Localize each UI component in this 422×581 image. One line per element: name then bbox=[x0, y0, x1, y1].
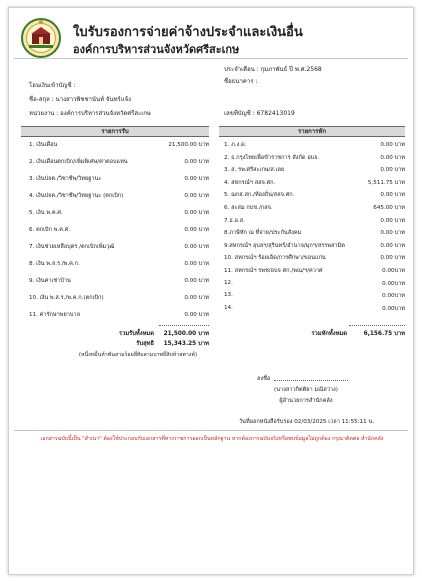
income-header: รายการรับ bbox=[21, 126, 209, 137]
deduction-item-label: 11. สหกรณ์ฯ รพช/อบจ ศก./พณ/ฯ/ควาศ bbox=[224, 268, 323, 274]
deduction-item-amount: 0.00บาท bbox=[382, 280, 405, 287]
signer-name: (นางสาวกิตติยา มณีสว่าง) bbox=[274, 387, 338, 393]
employee-agency: หน่วยงาน : องค์การบริหารส่วนจังหวัดศรีสะเกษ bbox=[29, 110, 151, 117]
deduction-item-amount: 0.00 บาท bbox=[380, 255, 405, 262]
income-total-value: 21,500.00 บาท bbox=[163, 331, 209, 337]
footer-divider bbox=[14, 430, 408, 431]
income-item-amount: 0.00 บาท bbox=[184, 244, 209, 250]
deduction-item-amount: 0.00 บาท bbox=[380, 230, 405, 237]
income-item-label: 4. เงินปจต./วิชาชีพ/วิทยฐานะ (ตกเบิก) bbox=[29, 193, 124, 199]
income-item-amount: 21,500.00 บาท bbox=[168, 142, 209, 148]
issue-datetime: วันที่ออกหนังสือรับรอง 02/03/2025 เวลา 11:55:11 น. bbox=[239, 419, 375, 425]
income-total-rule bbox=[159, 325, 209, 326]
income-item-amount: 0.00 บาท bbox=[184, 159, 209, 165]
income-item-label: 3. เงินปจต./วิชาชีพ/วิทยฐานะ bbox=[29, 176, 102, 182]
signature-line bbox=[274, 380, 348, 381]
deduction-total-rule bbox=[349, 325, 405, 326]
deduction-item-label: 12. bbox=[224, 279, 233, 286]
income-item-amount: 0.00 บาท bbox=[184, 227, 209, 233]
deduction-total-label: รวมหักทั้งหมด bbox=[311, 331, 347, 337]
bank-name: ชื่อธนาคาร : bbox=[224, 78, 258, 85]
agency-seal-logo bbox=[21, 16, 61, 60]
deduction-item-amount: 0.00 บาท bbox=[380, 242, 405, 249]
income-item-amount: 0.00 บาท bbox=[184, 261, 209, 267]
document-title: ใบรับรองการจ่ายค่าจ้างประจำและเงินอื่น bbox=[73, 25, 303, 40]
signer-position: ผู้อำนวยการสำนักคลัง bbox=[279, 398, 333, 404]
deduction-item-label: 1. ภ.ง.ด. bbox=[224, 142, 247, 148]
deduction-item-amount: 0.00 บาท bbox=[380, 167, 405, 174]
income-item-label: 10. เงิน พ.ส.ร./พ.ค.ก.(ตกเบิก) bbox=[29, 295, 104, 301]
copy-disclaimer-note: เอกสารฉบับนี้เป็น "สำเนา" ต้องใช้ประกอบกับเอกสารที่ทางราชการออกเป็นหลักฐาน หากต้องการฉบับจริงหรือพบข้อมูลไม่ถูกต้อง กรุณาติดต่อ สำนักคลัง bbox=[40, 436, 384, 442]
transfer-account: โอนเงินเข้าบัญชี : bbox=[29, 82, 76, 89]
income-item-amount: 0.00 บาท bbox=[184, 278, 209, 284]
income-item-amount: 0.00 บาท bbox=[184, 295, 209, 301]
deduction-item-label: 7.ธ.อ.ส. bbox=[224, 217, 245, 224]
income-item-label: 2. เงินเดือนตกเบิก/เพิ่มพิเศษ/ค่าตอบแทน bbox=[29, 159, 128, 165]
deduction-item-label: 3. ส. รพ.ศรีสะเกษ/ส.เลย bbox=[224, 167, 285, 174]
deduction-item-label: 2. ธ.กรุงไทยเพื่อข้าราชการ สังกัด อบจ. bbox=[224, 154, 320, 161]
income-item-label: 5. เงิน พ.ค.ศ. bbox=[29, 210, 63, 216]
deduction-item-label: 13. bbox=[224, 292, 233, 299]
deduction-item-amount: 0.00 บาท bbox=[380, 217, 405, 224]
income-item-amount: 0.00 บาท bbox=[184, 210, 209, 216]
deduction-header: รายการหัก bbox=[219, 126, 405, 137]
deduction-item-label: 9.สหกรณ์ฯ อุบลฯ/สุรินทร์/อำนาจ/มุกฯ/สรรพสามิต bbox=[224, 242, 345, 249]
net-pay-value: 15,343.25 บาท bbox=[163, 341, 209, 347]
net-pay-label: รับสุทธิ bbox=[136, 341, 154, 347]
pay-month: ประจำเดือน : กุมภาพันธ์ ปี พ.ศ.2568 bbox=[224, 66, 322, 73]
income-item-label: 1. เงินเดือน bbox=[29, 142, 58, 148]
agency-name: องค์การบริหารส่วนจังหวัดศรีสะเกษ bbox=[73, 43, 240, 56]
deduction-item-amount: 0.00 บาท bbox=[380, 192, 405, 199]
deduction-item-amount: 0.00บาท bbox=[382, 268, 405, 274]
net-pay-in-words: (หนึ่งหมื่นห้าพันสามร้อยสี่สิบสามบาทยี่สิบห้าสตางค์) bbox=[78, 352, 198, 358]
deduction-item-amount: 5,511.75 บาท bbox=[367, 179, 405, 186]
income-item-label: 11. ค่ารักษาพยาบาล bbox=[29, 312, 81, 318]
income-total-label: รวมรับทั้งหมด bbox=[118, 331, 154, 337]
deduction-item-amount: 0.00 บาท bbox=[380, 142, 405, 148]
deduction-item-amount: 0.00บาท bbox=[382, 305, 405, 312]
deduction-item-label: 8.ภาษีหัก ณ ที่จ่าย/ประกันสังคม bbox=[224, 230, 302, 237]
deduction-item-label: 5. ฌกส.สก./ท้องถิ่น/สสจ.ศก. bbox=[224, 192, 295, 199]
deduction-item-label: 10. สหกรณ์ฯ ร้อยเอ็ด/การศึกษา/ขอนแก่น bbox=[224, 255, 326, 262]
income-item-label: 8. เงิน พ.ส.ร./พ.ค.ก. bbox=[29, 261, 80, 267]
sign-label: ลงชื่อ bbox=[257, 376, 271, 382]
deduction-item-label: 6. สะสม กบข./กสจ. bbox=[224, 205, 273, 211]
account-number: เลขที่บัญชี : 6782413019 bbox=[224, 110, 295, 117]
income-item-amount: 0.00 บาท bbox=[184, 176, 209, 182]
deduction-item-amount: 645.00 บาท bbox=[373, 205, 405, 211]
employee-name: ชื่อ-สกุล : นางสาวพิชชานันท์ จันทร์แจ้ง bbox=[29, 96, 132, 103]
deduction-item-amount: 0.00บาท bbox=[382, 293, 405, 300]
deduction-item-label: 4. สหกรณ์ฯ สสจ.ศก. bbox=[224, 179, 276, 186]
income-item-label: 9. เงินค่าเช่าบ้าน bbox=[29, 278, 71, 284]
deduction-item-amount: 0.00 บาท bbox=[380, 154, 405, 161]
deduction-item-label: 14. bbox=[224, 304, 233, 311]
income-item-amount: 0.00 บาท bbox=[184, 312, 209, 318]
income-item-amount: 0.00 บาท bbox=[184, 193, 209, 199]
payslip-document bbox=[8, 7, 414, 575]
income-item-label: 6. ตกเบิก พ.ค.ศ. bbox=[29, 227, 71, 233]
deduction-total-value: 6,156.75 บาท bbox=[363, 331, 405, 337]
header-divider bbox=[14, 58, 408, 59]
income-item-label: 7. เงินช่วยเหลือบุตร /ตกเบิกเพิ่มวุฒิ bbox=[29, 244, 115, 250]
